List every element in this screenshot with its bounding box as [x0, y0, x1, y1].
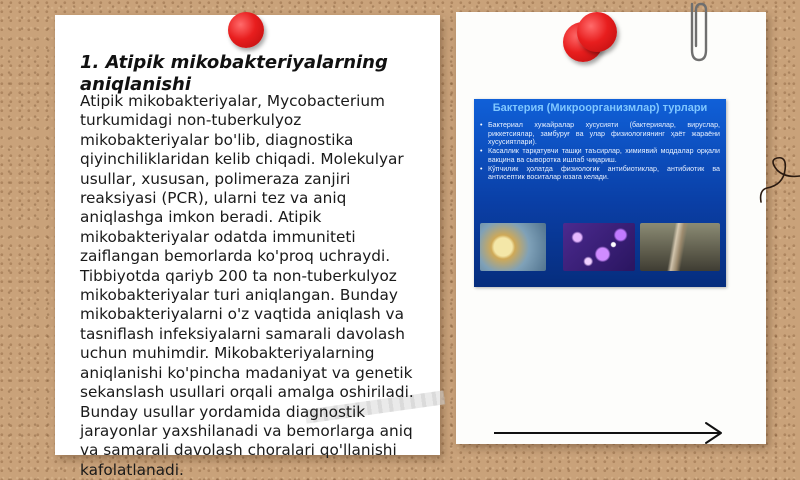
bacteria-photo: [480, 223, 546, 271]
paperclip-icon: [684, 0, 714, 66]
arrow-right-icon: [492, 420, 728, 446]
string-decoration: [755, 140, 800, 210]
slide-bullet-list: [480, 121, 720, 182]
slide-bullet: • Касаллик тарқатувчи ташқи таъсирлар, химиявий моддалар орқали вакцина ва сыворотка ишлаб чиқариш.: [480, 147, 720, 164]
body-paragraph: Atipik mikobakteriyalar, Mycobacterium turkumidagi non-tuberkulyoz mikobakteriyalar bo'lib, diagnostika qiyinchiliklaridan kelib chiqadi. Molekulyar usullar, xususan, polimeraza zanjiri reaksiyasi (PCR), ularni tez va aniq aniqlashga imkon beradi. Atipik mikobakteriyalar odatda immuniteti zaiflangan bemorlarda ko'proq uchraydi. Tibbiyotda qariyb 200 ta non-tuberkulyoz mikobakteriyalar turi aniqlangan. Bunday mikobakteriyalarni o'z vaqtida aniqlash va tasniflash infeksiyalarni samarali davolash uchun muhimdir. Mikobakteriyalarning aniqlanishi ko'pincha madaniyat va genetik sekanslash usullari orqali amalga oshiriladi. Bunday usullar yordamida diagnostik jarayonlar yaxshilanadi va bemorlarga aniq va samarali davolash choralari qo'llanishi kafolatlanadi.: [80, 92, 414, 479]
slide-bullet: • Бактериал хужайралар хусусияти (бактериялар, вируслар, риккетсиялар, замбуруғ ва улар физиологиянинг ҳаёт жараёни хусусиятлари).: [480, 121, 720, 147]
slide-bullet: • Кўпчилик ҳолатда физиологик антибиотиклар, антибиотик ва антисептик воситалар юзага келади.: [480, 165, 720, 182]
push-pin-icon: [228, 12, 264, 48]
page-title: 1. Atipik mikobakteriyalarning aniqlanishi: [80, 52, 388, 95]
virus-cluster-photo: [563, 223, 635, 271]
microscope-photo: [640, 223, 720, 271]
slide-title: Бактерия (Микроорганизмлар) турлари: [492, 102, 708, 114]
slide-thumbnail: [474, 99, 726, 287]
push-pin-icon: [577, 12, 617, 52]
